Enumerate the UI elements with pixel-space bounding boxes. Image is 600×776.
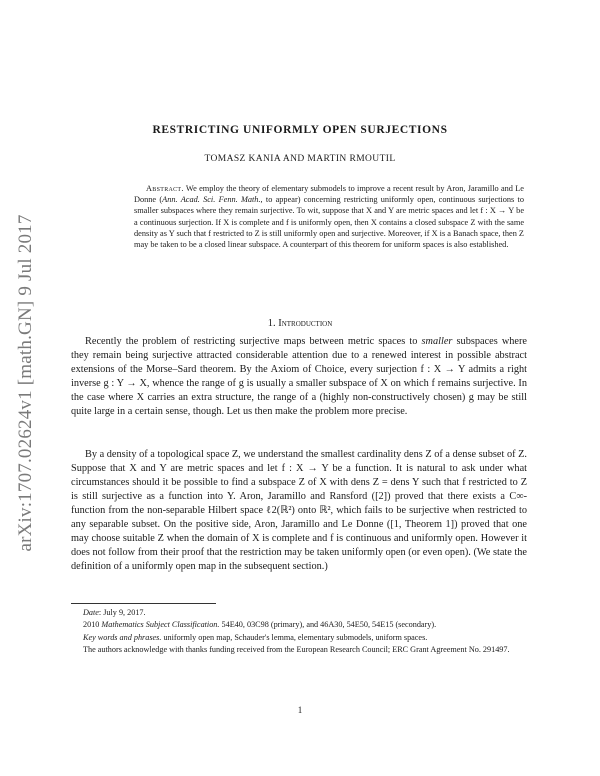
abstract-venue: Ann. Acad. Sci. Fenn. Math. (162, 195, 261, 205)
arxiv-identifier-text: arXiv:1707.02624v1 [math.GN] 9 Jul 2017 (15, 214, 36, 552)
footnote-date (71, 607, 527, 618)
footnote-msc-label: Mathematics Subject Classification. (101, 620, 220, 630)
footnote-keywords-value: uniformly open map, Schauder's lemma, elementary submodels, uniform spaces. (161, 632, 428, 642)
footnote-date-label: Date (83, 608, 99, 617)
page-number: 1 (297, 705, 303, 715)
intro-paragraph-2: By a density of a topological space Z, we understand the smallest cardinality dens Z of a dense subset of Z. Suppose that X and Y are metric spaces and let f : X → Y be a function. It is natural to ask under what circumstances should it be possible to find a subspace Z of X with dens Z = dens Y such that f restricted to Z is still surjective as a function into Y. Aron, Jaramillo and Ransford ([2]) proved that there exists a C∞-function from the non-separable Hilbert space ℓ2(ℝ²) onto ℝ², which fails to be surjective when restricted to any separable subset. On the positive side, Aron, Jaramillo and Le Donne ([1, Theorem 1]) proved that one may choose suitable Z when the domain of X is complete and f is continuous and uniformly open. However it does not follow from their proof that the restriction may be taken uniformly open (or even open). (We state the definition of a uniformly open map in the subsequent section.) (71, 449, 527, 572)
abstract-text-post: , to appear) concerning restricting uniformly open, continuous surjections to smaller subspaces where they remain surjective. To wit, suppose that X and Y are metric spaces and let f : X → Y be a continuous surjection. If X is complete and f is uniformly open, then X contains a closed subspace Z with the same density as Y such that f restricted to Z is still uniformly open and surjective. Moreover, if X is a Banach space, then Z may be taken to be a closed linear subspace. A counterpart of this theorem for uniform spaces is also established. (134, 195, 524, 250)
footnote-keywords-label: Key words and phrases. (83, 632, 162, 642)
footnote-keywords (71, 632, 527, 643)
intro-paragraph-1-emphasis: smaller (421, 336, 453, 347)
footnote-acknowledgement: The authors acknowledge with thanks funding received from the European Research Council; ERC Grant Agreement No. 291497. (83, 645, 510, 655)
footnote-divider (71, 603, 216, 604)
arxiv-identifier-stamp (6, 183, 46, 583)
section-heading (0, 318, 600, 329)
paper-title: RESTRICTING UNIFORMLY OPEN SURJECTIONS (152, 124, 448, 136)
section-title: Introduction (278, 318, 333, 329)
footnote-msc-year: 2010 (83, 620, 102, 630)
abstract (134, 183, 524, 250)
footnote-msc-value: 54E40, 03C98 (primary), and 46A30, 54E50, 54E15 (secondary). (219, 620, 437, 630)
footnotes (71, 607, 527, 656)
footnote-date-value: : July 9, 2017. (98, 608, 146, 617)
intro-paragraph-1-part-a: Recently the problem of restricting surjective maps between metric spaces to (85, 336, 422, 347)
abstract-label: Abstract. (146, 184, 184, 193)
footnote-msc (71, 619, 527, 630)
abstract-text-pre: We employ the theory of elementary submodels to improve a recent result by Aron, Jaramillo and Le Donne ( (134, 184, 524, 205)
paper-authors: TOMASZ KANIA AND MARTIN RMOUTIL (204, 154, 396, 164)
intro-paragraph-1-part-b: subspaces where they remain being surjective attracted considerable attention due to a renewed interest in possible abstract extensions of the Morse–Sard theorem. By the Axiom of Choice, every surjection f : X → Y admits a right inverse g : Y → X, whence the range of g is usually a smaller subspace of X on which f remains surjective. In the case where X carries an extra structure, the range of a (highly non-constructively chosen) g may be still quite large in a certain sense, though. Let us then make the problem more precise. (71, 336, 527, 417)
section-number: 1. (267, 318, 276, 329)
intro-paragraph-1 (71, 335, 527, 419)
